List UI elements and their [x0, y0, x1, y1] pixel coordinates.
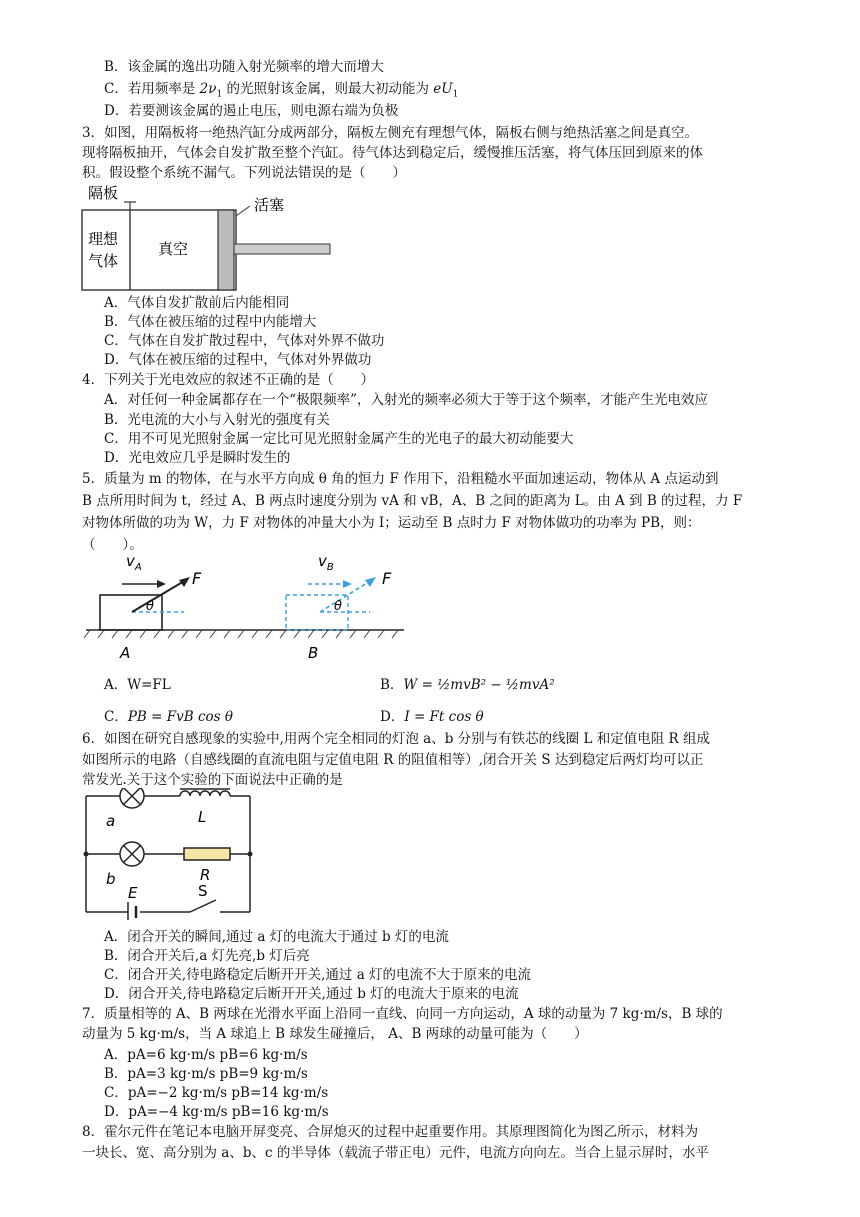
q5-vb-label: $v_B$: [318, 552, 334, 573]
q8-stem-1: 8．霍尔元件在笔记本电脑开屏变亮、合屏熄灭的过程中起重要作用。其原理图简化为图乙所示，材料为: [82, 1124, 699, 1140]
q5-va-label: $v_A$: [126, 552, 142, 573]
q7-option-b: B．pA=3 kg·m/s pB=9 kg·m/s: [104, 1066, 308, 1082]
q5-option-c-formula: PB = FvB cos θ: [127, 709, 233, 725]
q2-option-c: C．若用频率是 $2\nu_1$ 的光照射该金属，则最大初动能为 $eU_1$: [104, 81, 459, 100]
q6-lamp-b-label: b: [106, 870, 116, 888]
q4-option-c: C．用不可见光照射金属一定比可见光照射金属产生的光电子的最大初动能要大: [104, 431, 574, 447]
q5-stem-2: B 点所用时间为 t，经过 A、B 两点时速度分别为 vA 和 vB，A、B 之间的距离为 L。由 A 到 B 的过程，力 F: [82, 493, 743, 509]
q7-option-c: C．pA=−2 kg·m/s pB=14 kg·m/s: [104, 1085, 329, 1101]
q6-stem-3: 常发光.关于这个实验的下面说法中正确的是: [82, 772, 343, 788]
q6-option-a: A．闭合开关的瞬间,通过 a 灯的电流大于通过 b 灯的电流: [104, 929, 449, 945]
q3-option-d: D．气体在被压缩的过程中，气体对外界做功: [104, 352, 372, 368]
q5-option-b-label: B．: [380, 677, 404, 693]
q4-option-d: D．光电效应几乎是瞬时发生的: [104, 450, 291, 466]
q4-stem: 4．下列关于光电效应的叙述不正确的是（ ）: [82, 372, 375, 388]
q5-point-a-label: A: [120, 644, 131, 662]
q5-option-d: [380, 708, 484, 726]
q7-option-d: D．pA=−4 kg·m/s pB=16 kg·m/s: [104, 1104, 329, 1120]
q3-piston-label: 活塞: [254, 196, 285, 214]
q5-stem-3: 对物体所做的功为 W，力 F 对物体的冲量大小为 I；运动至 B 点时力 F 对物体做功的功率为 PB，则：: [82, 515, 701, 531]
q3-option-c: C．气体在自发扩散过程中，气体对外界不做功: [104, 333, 385, 349]
q5-motion-figure: [82, 550, 412, 662]
q2-option-c-freq: 2ν: [199, 81, 217, 97]
q5-option-a: A．W=FL: [104, 677, 171, 693]
q6-resistor-label: R: [200, 866, 211, 884]
q3-gas-label-1: 理想: [88, 230, 119, 248]
q5-force-label-a: F: [192, 569, 202, 588]
q7-stem-2: 动量为 5 kg·m/s，当 A 球追上 B 球发生碰撞后， A、B 两球的动量可能为（ ）: [82, 1026, 588, 1042]
q3-cylinder-figure: [78, 182, 348, 292]
q3-option-b: B．气体在被压缩的过程中内能增大: [104, 314, 317, 330]
q5-option-b-formula: W = ½mvB² − ½mvA²: [403, 677, 555, 693]
q4-option-b: B．光电流的大小与入射光的强度有关: [104, 412, 330, 428]
q5-theta-label-a: θ: [146, 599, 154, 614]
q7-option-a: A．pA=6 kg·m/s pB=6 kg·m/s: [104, 1047, 308, 1063]
q5-theta-label-b: θ: [334, 599, 342, 614]
q6-option-b: B．闭合开关后,a 灯先亮,b 灯后亮: [104, 948, 310, 964]
q3-vacuum-label: 真空: [158, 240, 189, 258]
q3-stem-1: 3．如图，用隔板将一绝热汽缸分成两部分，隔板左侧充有理想气体，隔板右侧与绝热活塞之间是真空。: [82, 125, 699, 141]
q5-option-d-label: D．: [380, 709, 405, 725]
q5-option-b: [380, 676, 555, 694]
q2-option-c-pre: C．若用频率是: [104, 81, 196, 97]
q5-stem-1: 5．质量为 m 的物体，在与水平方向成 θ 角的恒力 F 作用下，沿粗糙水平面加速运动，物体从 A 点运动到: [82, 471, 719, 487]
q6-lamp-a-label: a: [106, 812, 116, 830]
q6-option-d: D．闭合开关,待电路稳定后断开开关,通过 b 灯的电流大于原来的电流: [104, 986, 519, 1002]
q3-partition-label: 隔板: [88, 184, 119, 202]
q8-stem-2: 一块长、宽、高分别为 a、b、c 的半导体（载流子带正电）元件，电流方向向左。当合上显示屏时，水平: [82, 1145, 709, 1161]
q2-option-d: D．若要测该金属的遏止电压，则电源右端为负极: [104, 103, 399, 119]
q6-coil-label: L: [198, 808, 207, 826]
q5-point-b-label: B: [308, 644, 319, 662]
q3-stem-2: 现将隔板抽开，气体会自发扩散至整个汽缸。待气体达到稳定后，缓慢推压活塞，将气体压回到原来的体: [82, 145, 703, 161]
q5-option-d-formula: I = Ft cos θ: [404, 709, 484, 725]
q5-option-c: [104, 708, 233, 726]
q5-force-label-b: F: [382, 569, 392, 588]
q4-option-a: A．对任何一种金属都存在一个“极限频率”，入射光的频率必须大于等于这个频率，才能产生光电效应: [104, 392, 709, 408]
q6-option-c: C．闭合开关,待电路稳定后断开开关,通过 a 灯的电流不大于原来的电流: [104, 967, 532, 983]
q2-option-b: B．该金属的逸出功随入射光频率的增大而增大: [104, 59, 384, 75]
q5-option-c-label: C．: [104, 709, 128, 725]
q7-stem-1: 7．质量相等的 A、B 两球在光滑水平面上沿同一直线、向同一方向运动，A 球的动量为 7 kg·m/s，B 球的: [82, 1006, 723, 1022]
q2-option-c-energy: eU: [433, 81, 453, 97]
q6-battery-label: E: [128, 884, 138, 902]
q6-stem-1: 6．如图在研究自感现象的实验中,用两个完全相同的灯泡 a、b 分别与有铁芯的线圈 L 和定值电阻 R 组成: [82, 731, 710, 747]
q6-circuit-figure: [80, 788, 260, 920]
q2-option-c-mid: 的光照射该金属，则最大初动能为: [226, 81, 429, 97]
q6-switch-label: S: [198, 882, 208, 900]
q3-stem-3: 积。假设整个系统不漏气。下列说法错误的是（ ）: [82, 165, 406, 181]
q5-stem-4: （ ）。: [82, 537, 143, 553]
q6-stem-2: 如图所示的电路（自感线圈的直流电阻与定值电阻 R 的阻值相等）,闭合开关 S 达到稳定后两灯均可以正: [82, 752, 704, 768]
q3-gas-label-2: 气体: [88, 252, 119, 270]
q3-option-a: A．气体自发扩散前后内能相同: [104, 295, 290, 311]
